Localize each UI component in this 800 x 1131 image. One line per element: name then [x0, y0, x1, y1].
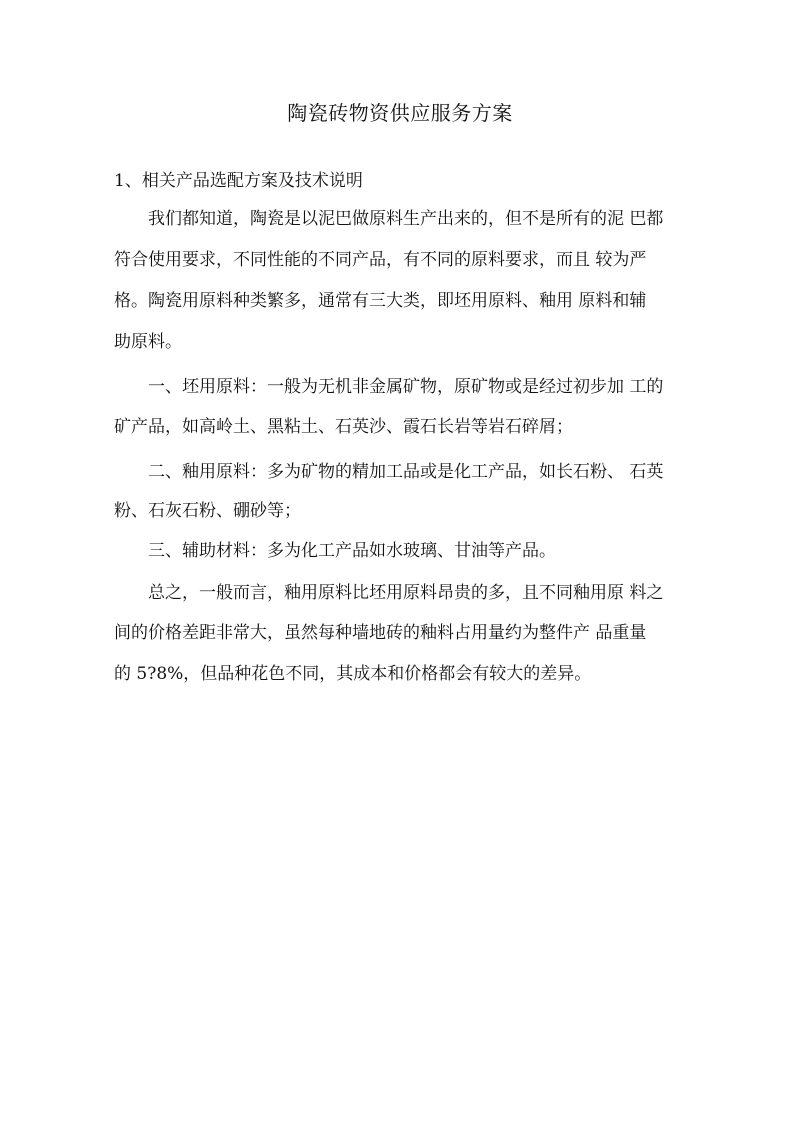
- paragraph-5-line-1: 总之，一般而言，釉用原料比坯用原料昂贵的多，且不同釉用原 料之: [148, 583, 664, 603]
- paragraph-4-line-1: 三、辅助材料：多为化工产品如水玻璃、甘油等产品。: [148, 541, 556, 561]
- paragraph-3-line-2: 粉、石灰石粉、硼砂等；: [114, 501, 301, 521]
- paragraph-1-line-3: 格。陶瓷用原料种类繁多，通常有三大类，即坯用原料、釉用 原料和辅: [114, 291, 647, 311]
- paragraph-5-line-2: 间的价格差距非常大，虽然每种墙地砖的釉料占用量约为整件产 品重量: [114, 623, 647, 643]
- paragraph-3-line-1: 二、釉用原料：多为矿物的精加工品或是化工产品，如长石粉、 石英: [148, 462, 664, 482]
- document-title: 陶瓷砖物资供应服务方案: [287, 101, 513, 125]
- paragraph-2-line-1: 一、坯用原料：一般为无机非金属矿物，原矿物或是经过初步加 工的: [148, 377, 664, 397]
- section-heading: 1、相关产品选配方案及技术说明: [114, 171, 363, 191]
- paragraph-5-line-3: 的 5?8%，但品种花色不同，其成本和价格都会有较大的差异。: [114, 664, 592, 684]
- paragraph-2-line-2: 矿产品，如高岭土、黑粘土、石英沙、霞石长岩等岩石碎屑；: [114, 417, 573, 437]
- paragraph-1-line-1: 我们都知道，陶瓷是以泥巴做原料生产出来的，但不是所有的泥 巴都: [148, 209, 664, 229]
- paragraph-1-line-4: 助原料。: [114, 332, 182, 352]
- paragraph-1-line-2: 符合使用要求，不同性能的不同产品，有不同的原料要求，而且 较为严: [114, 250, 647, 270]
